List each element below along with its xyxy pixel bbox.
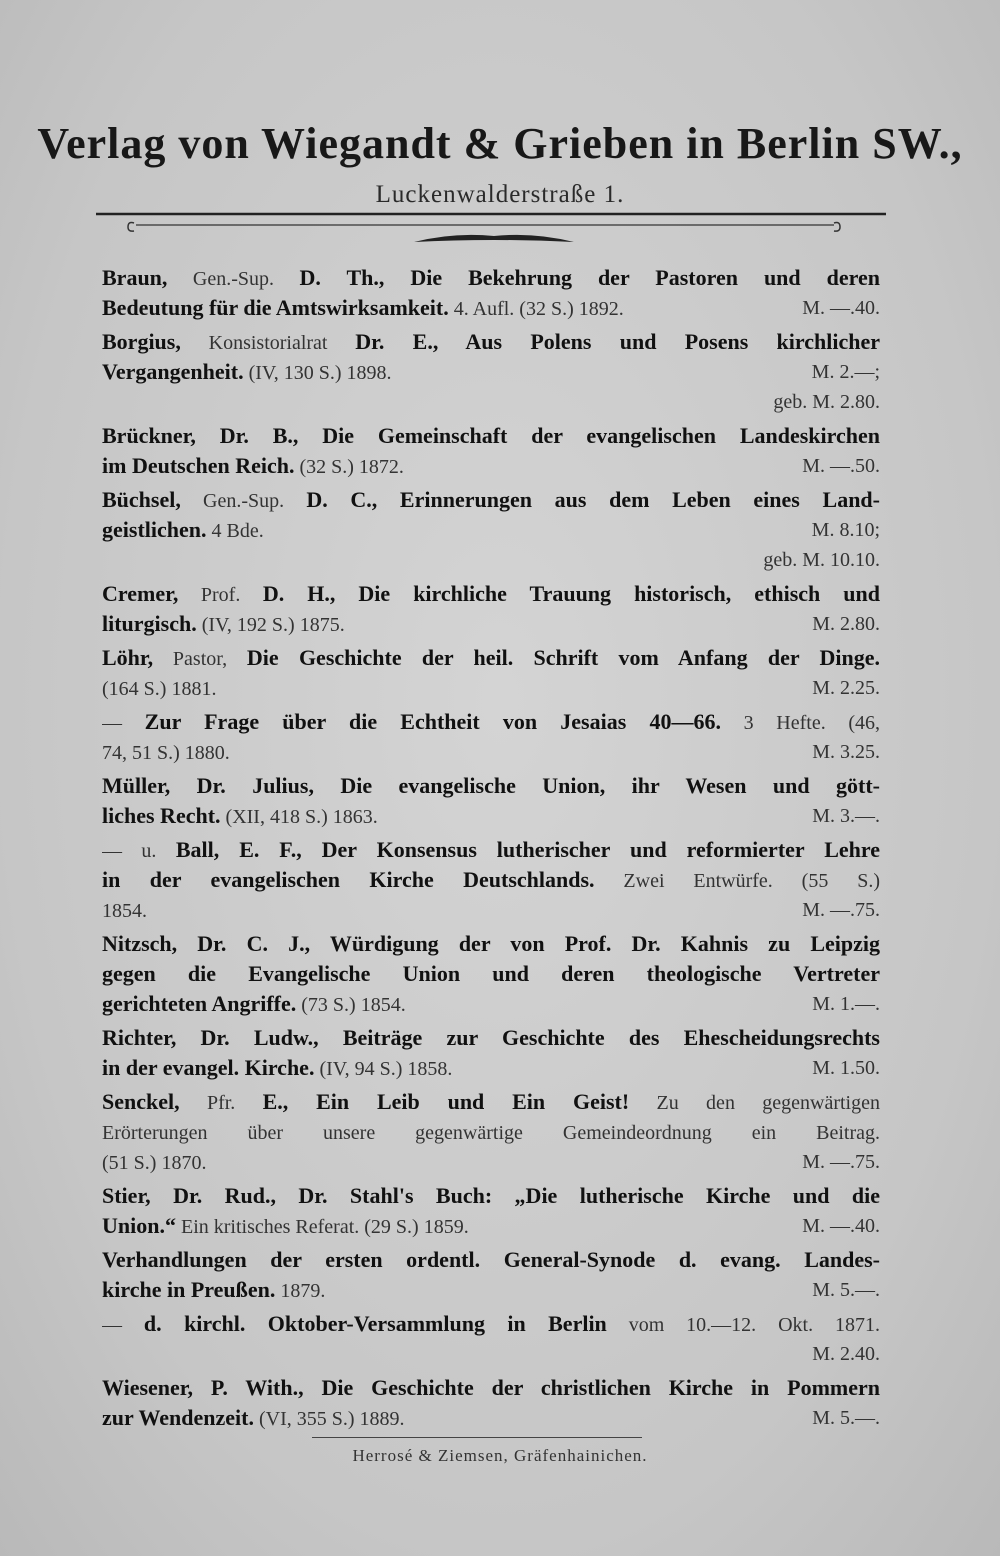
regular-text: Zu den gegenwärtigen	[629, 1092, 880, 1114]
entry-line	[102, 485, 880, 515]
bold-text: Zur Frage über die Echtheit von Jesaias 40—66.	[144, 709, 721, 734]
bold-text: Union.“	[102, 1213, 176, 1238]
bold-text: liches Recht.	[102, 803, 221, 828]
bold-text: in der evangel. Kirche.	[102, 1055, 315, 1080]
entry-line	[102, 1211, 880, 1241]
catalogue-entry	[102, 835, 880, 925]
entry-line	[102, 929, 880, 959]
regular-text: (32 S.) 1872.	[294, 456, 404, 478]
entry-line	[102, 801, 880, 831]
regular-text: vom 10.—12. Okt. 1871.	[606, 1314, 880, 1336]
catalogue-entry	[102, 327, 880, 417]
regular-text: (164 S.) 1881.	[102, 678, 217, 700]
regular-text: (73 S.) 1854.	[296, 994, 406, 1016]
price: M. —.40.	[802, 297, 880, 319]
entry-line	[102, 515, 880, 545]
page-title: Verlag von Wiegandt & Grieben in Berlin SW.,	[37, 119, 963, 168]
regular-text: Erörterungen über unsere gegenwärtige Gemeindeordnung ein Beitrag.	[102, 1122, 880, 1144]
page-subtitle: Luckenwalderstraße 1.	[375, 181, 625, 208]
catalogue-entry	[102, 485, 880, 575]
price: M. 1.50.	[812, 1057, 880, 1079]
price: M. —.75.	[802, 1151, 880, 1173]
regular-text: Ein kritisches Referat. (29 S.) 1859.	[175, 1216, 469, 1238]
bold-text: D. H., Die kirchliche Trauung historisch, ethisch und	[262, 581, 880, 606]
regular-text: —	[102, 712, 145, 734]
footer-rule	[312, 1437, 642, 1438]
price: M. 8.10;	[811, 519, 880, 541]
bold-text: Cremer,	[102, 581, 179, 606]
entry-line	[102, 1373, 880, 1403]
catalogue-entry	[102, 929, 880, 1019]
regular-text: (IV, 94 S.) 1858.	[314, 1058, 453, 1080]
regular-text: 4. Aufl. (32 S.) 1892.	[448, 298, 624, 320]
price: M. 2.—;	[811, 361, 880, 383]
entry-line	[102, 643, 880, 673]
bold-text: gegen die Evangelische Union und deren theologische Vertreter	[102, 961, 880, 986]
bold-text: Borgius,	[102, 329, 181, 354]
catalogue-entry	[102, 421, 880, 481]
regular-text: Gen.-Sup.	[167, 268, 300, 290]
bold-text: Müller, Dr. Julius, Die evangelische Union, ihr Wesen und gött-	[102, 773, 880, 798]
bold-text: Stier, Dr. Rud., Dr. Stahl's Buch: „Die lutherische Kirche und die	[102, 1183, 880, 1208]
price: M. 2.80.	[812, 613, 880, 635]
entry-line	[102, 835, 880, 865]
entry-line	[102, 1147, 880, 1177]
catalogue-entry	[102, 1309, 880, 1369]
bold-text: Löhr,	[102, 645, 154, 670]
entry-line	[102, 609, 880, 639]
regular-text: (IV, 130 S.) 1898.	[243, 362, 392, 384]
price: M. —.40.	[802, 1215, 880, 1237]
catalogue-entries	[102, 263, 880, 1437]
catalogue-entry	[102, 1373, 880, 1433]
entry-line	[102, 357, 880, 387]
entry-line	[102, 707, 880, 737]
bold-text: Bedeutung für die Amtswirksamkeit.	[102, 295, 449, 320]
price: M. 5.—.	[812, 1407, 880, 1429]
price: geb. M. 10.10.	[763, 549, 880, 571]
bold-text: gerichteten Angriffe.	[102, 991, 297, 1016]
regular-text: Pastor,	[153, 648, 247, 670]
entry-line	[102, 1275, 880, 1305]
price: M. 3.—.	[812, 805, 880, 827]
entry-line	[102, 1087, 880, 1117]
bold-text: in der evangelischen Kirche Deutschlands.	[102, 867, 595, 892]
price: M. —.50.	[802, 455, 880, 477]
price: M. —.75.	[802, 899, 880, 921]
catalogue-entry	[102, 707, 880, 767]
price: geb. M. 2.80.	[773, 391, 880, 413]
regular-text: Pfr.	[179, 1092, 263, 1114]
catalogue-entry	[102, 263, 880, 323]
catalogue-entry	[102, 1023, 880, 1083]
bold-text: D. C., Erinnerungen aus dem Leben eines Land-	[306, 487, 880, 512]
entry-line	[102, 421, 880, 451]
entry-line	[102, 1309, 880, 1339]
regular-text: (51 S.) 1870.	[102, 1152, 207, 1174]
regular-text: — u.	[102, 840, 176, 862]
bold-text: Büchsel,	[102, 487, 181, 512]
regular-text: Zwei Entwürfe. (55 S.)	[594, 870, 880, 892]
bold-text: kirche in Preußen.	[102, 1277, 276, 1302]
bold-text: Senckel,	[102, 1089, 180, 1114]
entry-line	[102, 1023, 880, 1053]
catalogue-entry	[102, 1181, 880, 1241]
entry-line	[102, 673, 880, 703]
regular-text: 1879.	[275, 1280, 326, 1302]
entry-line	[102, 579, 880, 609]
bold-text: Nitzsch, Dr. C. J., Würdigung der von Prof. Dr. Kahnis zu Leipzig	[102, 931, 880, 956]
bold-text: Vergangenheit.	[102, 359, 244, 384]
bold-text: Dr. E., Aus Polens und Posens kirchlicher	[355, 329, 880, 354]
price: M. 2.40.	[812, 1343, 880, 1365]
regular-text: 3 Hefte. (46,	[720, 712, 880, 734]
entry-line	[102, 1181, 880, 1211]
price: M. 2.25.	[812, 677, 880, 699]
entry-line	[102, 1403, 880, 1433]
bold-text: Ball, E. F., Der Konsensus lutherischer und reformierter Lehre	[175, 837, 880, 862]
printer-imprint: Herrosé & Ziemsen, Gräfenhainichen.	[352, 1446, 648, 1465]
bold-text: im Deutschen Reich.	[102, 453, 295, 478]
price: M. 3.25.	[812, 741, 880, 763]
bold-text: Brückner, Dr. B., Die Gemeinschaft der evangelischen Landeskirchen	[102, 423, 880, 448]
regular-text: —	[102, 1314, 144, 1336]
entry-line	[102, 865, 880, 895]
bold-text: Richter, Dr. Ludw., Beiträge zur Geschichte des Ehescheidungsrechts	[102, 1025, 880, 1050]
regular-text: (IV, 192 S.) 1875.	[196, 614, 345, 636]
entry-line	[102, 387, 880, 417]
entry-line	[102, 1053, 880, 1083]
regular-text: Konsistorialrat	[180, 332, 356, 354]
regular-text: Prof.	[178, 584, 263, 606]
entry-line	[102, 451, 880, 481]
catalogue-entry	[102, 643, 880, 703]
entry-line	[102, 263, 880, 293]
catalogue-entry	[102, 1087, 880, 1177]
catalogue-entry	[102, 771, 880, 831]
entry-line	[102, 989, 880, 1019]
bold-text: geistlichen.	[102, 517, 207, 542]
bold-text: d. kirchl. Oktober-Versammlung in Berlin	[143, 1311, 607, 1336]
bold-text: D. Th., Die Bekehrung der Pastoren und deren	[299, 265, 880, 290]
bold-text: liturgisch.	[102, 611, 197, 636]
catalogue-entry	[102, 1245, 880, 1305]
bold-text: E., Ein Leib und Ein Geist!	[262, 1089, 630, 1114]
ornament-divider	[96, 210, 886, 250]
regular-text: (XII, 418 S.) 1863.	[220, 806, 378, 828]
bold-text: zur Wendenzeit.	[102, 1405, 254, 1430]
entry-line	[102, 959, 880, 989]
bold-text: Verhandlungen der ersten ordentl. General-Synode d. evang. Landes-	[102, 1247, 880, 1272]
regular-text: (VI, 355 S.) 1889.	[253, 1408, 405, 1430]
entry-line	[102, 293, 880, 323]
entry-line	[102, 1245, 880, 1275]
bold-text: Braun,	[102, 265, 168, 290]
catalogue-entry	[102, 579, 880, 639]
regular-text: 4 Bde.	[206, 520, 264, 542]
entry-line	[102, 1339, 880, 1369]
price: M. 5.—.	[812, 1279, 880, 1301]
entry-line	[102, 771, 880, 801]
bold-text: Wiesener, P. With., Die Geschichte der christlichen Kirche in Pommern	[102, 1375, 880, 1400]
regular-text: 74, 51 S.) 1880.	[102, 742, 230, 764]
regular-text: Gen.-Sup.	[180, 490, 307, 512]
price: M. 1.—.	[812, 993, 880, 1015]
regular-text: 1854.	[102, 900, 147, 922]
bold-text: Die Geschichte der heil. Schrift vom Anfang der Dinge.	[246, 645, 880, 670]
entry-line	[102, 327, 880, 357]
entry-line	[102, 895, 880, 925]
entry-line	[102, 737, 880, 767]
entry-line	[102, 1117, 880, 1147]
entry-line	[102, 545, 880, 575]
